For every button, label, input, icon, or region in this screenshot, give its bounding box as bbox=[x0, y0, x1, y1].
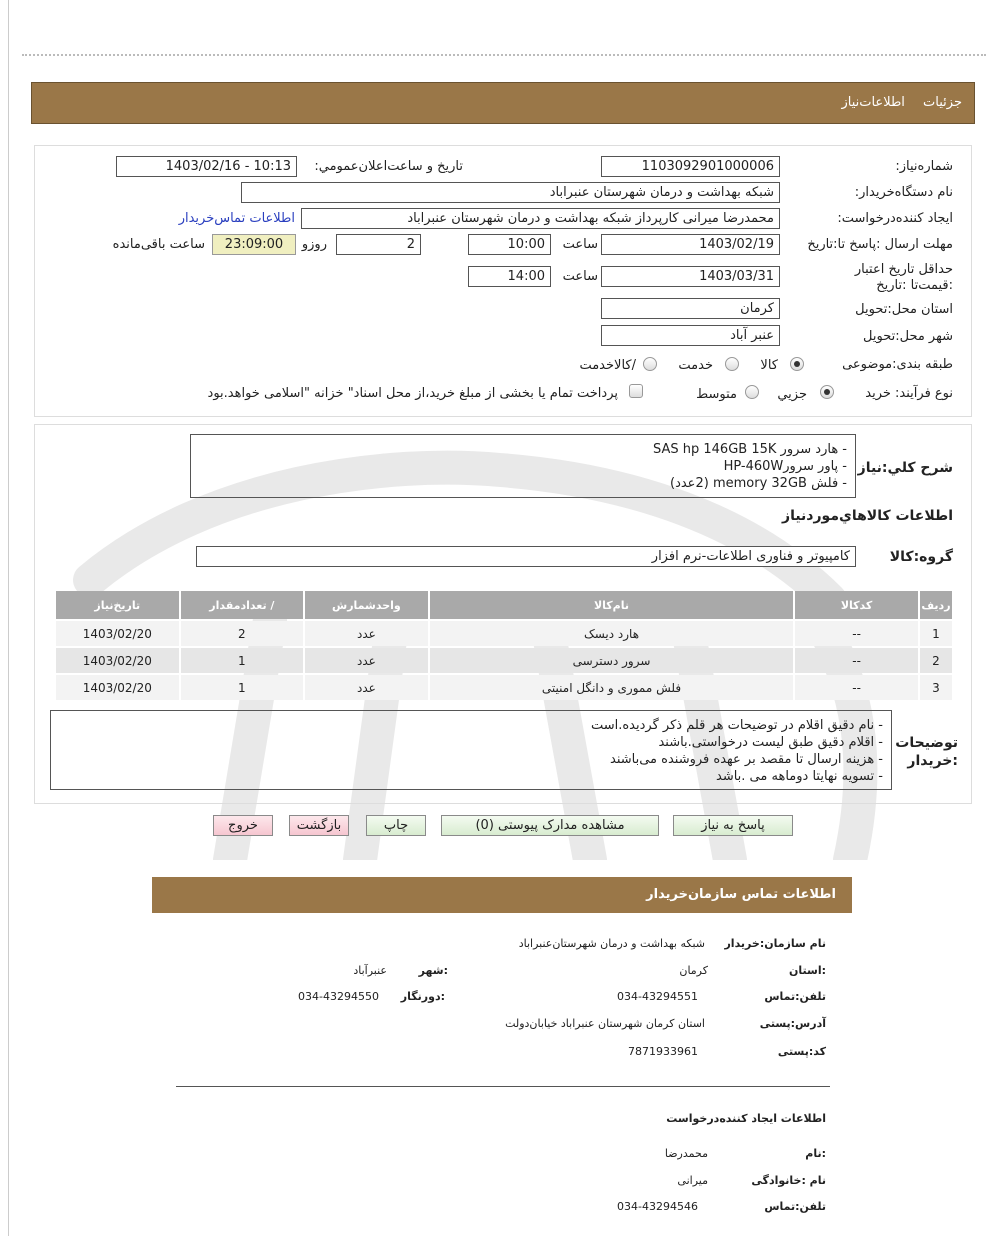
process-minor-radio[interactable] bbox=[820, 385, 834, 399]
cell-row: 3 bbox=[920, 675, 952, 700]
contact-divider bbox=[176, 1086, 830, 1087]
exit-button[interactable]: خروج bbox=[213, 815, 273, 836]
need-number-field: 1103092901000006 bbox=[601, 156, 780, 177]
announce-field: 1403/02/16 - 10:13 bbox=[116, 156, 297, 177]
buyer-notes-label: توضیحات :خریدار bbox=[895, 735, 958, 769]
page-header bbox=[31, 82, 975, 124]
category-both-radio[interactable] bbox=[643, 357, 657, 371]
creator-phone-value: 034-43294546 bbox=[617, 1200, 698, 1213]
table-row bbox=[56, 621, 952, 646]
contact-phone-label: تلفن:تماس bbox=[764, 990, 826, 1003]
contact-fax-value: 034-43294550 bbox=[298, 990, 379, 1003]
buyer-contact-link[interactable]: اطلاعات تماس‌خریدار bbox=[178, 211, 295, 226]
cell-qty: 1 bbox=[181, 675, 304, 700]
category-service-radio[interactable] bbox=[725, 357, 739, 371]
buyer-notes-box bbox=[50, 710, 892, 790]
contact-city-value: عنبرآباد bbox=[353, 964, 387, 977]
creator-name-label: :نام bbox=[805, 1147, 826, 1160]
need-number-label: شماره‌نیاز: bbox=[895, 159, 953, 174]
summary-label: شرح کلي:نیاز bbox=[857, 460, 953, 476]
cell-date: 1403/02/20 bbox=[56, 675, 179, 700]
note-line: - تسویه نهایتا دوماهه می .باشد bbox=[716, 769, 883, 784]
creator-family-label: نام :خانوادگی bbox=[751, 1174, 826, 1187]
reply-time-label: ساعت bbox=[562, 237, 598, 252]
contact-province-label: :استان bbox=[789, 964, 826, 977]
category-service-label: خدمت bbox=[678, 358, 713, 373]
creator-family-value: میرانی bbox=[677, 1174, 708, 1187]
contact-fax-label: :دورنگار bbox=[400, 990, 445, 1003]
breadcrumb-current: اطلاعات‌نیاز bbox=[841, 95, 905, 110]
validity-label: حداقل تاریخ اعتبار :قیمت‌تا :تاریخ bbox=[854, 262, 953, 293]
table-row bbox=[56, 675, 952, 700]
contact-address-label: آدرس:پستی bbox=[759, 1017, 826, 1030]
creator-phone-label: تلفن:تماس bbox=[764, 1200, 826, 1213]
city-label: شهر محل:تحویل bbox=[863, 329, 953, 344]
cell-qty: 2 bbox=[181, 621, 304, 646]
cell-unit: عدد bbox=[305, 675, 428, 700]
treasury-payment-checkbox[interactable] bbox=[629, 384, 643, 398]
province-label: استان محل:تحویل bbox=[855, 302, 953, 317]
buyer-org-label: نام دستگاه‌خریدار: bbox=[854, 185, 953, 200]
col-name: نام‌کالا bbox=[430, 591, 794, 619]
goods-title: اطلاعات کالاهاي‌موردنیاز bbox=[782, 508, 953, 524]
cell-date: 1403/02/20 bbox=[56, 621, 179, 646]
breadcrumb-home[interactable]: جزئیات bbox=[923, 95, 962, 110]
summary-line: - فلش memory 32GB (2عدد) bbox=[670, 476, 847, 491]
cell-row: 1 bbox=[920, 621, 952, 646]
col-row: ردیف bbox=[920, 591, 952, 619]
remaining-time-field: 23:09:00 bbox=[212, 234, 296, 255]
note-line: - اقلام دقیق طبق لیست درخواستی.باشند bbox=[658, 735, 883, 750]
print-button[interactable]: چاپ bbox=[366, 815, 426, 836]
col-date: تاریخ‌نیاز bbox=[56, 591, 179, 619]
contact-province-value: کرمان bbox=[679, 964, 708, 977]
category-both-label: /کالاخدمت bbox=[579, 358, 636, 373]
contact-org-label: نام سازمان:خریدار bbox=[724, 937, 826, 950]
contact-org-value: شبکه بهداشت و درمان شهرستان‌عنبراباد bbox=[518, 937, 705, 950]
contact-postal-value: 7871933961 bbox=[628, 1045, 698, 1058]
treasury-payment-note: پرداخت تمام یا بخشی از مبلغ خرید،از محل اسناد" خزانه "اسلامی خواهد.بود bbox=[207, 386, 618, 401]
col-unit: واحدشمارش bbox=[305, 591, 428, 619]
contact-postal-label: کد:پستی bbox=[777, 1045, 826, 1058]
process-medium-label: متوسط bbox=[696, 387, 737, 402]
creator-field: محمدرضا میرانی کارپرداز شبکه بهداشت و درمان شهرستان عنبراباد bbox=[301, 208, 780, 229]
cell-unit: عدد bbox=[305, 648, 428, 673]
days-label: روزو bbox=[301, 237, 327, 252]
validity-date-field: 1403/03/31 bbox=[601, 266, 780, 287]
note-line: - نام دقیق اقلام در توضیحات هر قلم ذکر گردیده.است bbox=[590, 718, 883, 733]
contact-header bbox=[152, 877, 852, 913]
summary-line: - پاور سرورHP-460W bbox=[723, 459, 847, 474]
table-row bbox=[56, 648, 952, 673]
cell-code: -- bbox=[795, 675, 918, 700]
cell-unit: عدد bbox=[305, 621, 428, 646]
announce-label: تاریخ و ساعت‌اعلان‌عمومي: bbox=[314, 159, 463, 174]
process-medium-radio[interactable] bbox=[745, 385, 759, 399]
creator-info-title: اطلاعات ایجاد کننده‌درخواست bbox=[666, 1112, 826, 1125]
cell-date: 1403/02/20 bbox=[56, 648, 179, 673]
cell-qty: 1 bbox=[181, 648, 304, 673]
reply-deadline-label: مهلت ارسال :پاسخ تا:تاریخ bbox=[807, 237, 953, 252]
days-field: 2 bbox=[336, 234, 421, 255]
province-field: کرمان bbox=[601, 298, 780, 319]
contact-title: اطلاعات تماس سازمان‌خریدار bbox=[646, 887, 836, 902]
contact-address-value: استان کرمان شهرستان عنبراباد خیابان‌دولت bbox=[505, 1017, 705, 1030]
contact-phone-value: 034-43294551 bbox=[617, 990, 698, 1003]
remaining-time-label: ساعت باقی‌مانده bbox=[112, 237, 205, 252]
category-goods-radio[interactable] bbox=[790, 357, 804, 371]
category-goods-label: کالا bbox=[760, 358, 778, 373]
creator-name-value: محمدرضا bbox=[664, 1147, 708, 1160]
back-button[interactable]: بازگشت bbox=[289, 815, 349, 836]
reply-date-field: 1403/02/19 bbox=[601, 234, 780, 255]
buyer-org-field: شبکه بهداشت و درمان شهرستان عنبراباد bbox=[241, 182, 780, 203]
category-label: طبقه بندی:موضوعی bbox=[842, 357, 953, 372]
attachments-button[interactable]: مشاهده مدارک پیوستی (0) bbox=[441, 815, 659, 836]
city-field: عنبر آباد bbox=[601, 325, 780, 346]
cell-name: هارد دیسک bbox=[430, 621, 794, 646]
contact-city-label: :شهر bbox=[418, 964, 448, 977]
goods-table bbox=[54, 589, 954, 702]
cell-name: فلش مموری و دانگل امنیتی bbox=[430, 675, 794, 700]
cell-code: -- bbox=[795, 621, 918, 646]
goods-group-field: کامپیوتر و فناوری اطلاعات-نرم افزار bbox=[196, 546, 856, 567]
goods-group-label: گروه:کالا bbox=[889, 549, 953, 565]
cell-name: سرور دسترسی bbox=[430, 648, 794, 673]
process-label: نوع فرآیند: خرید bbox=[865, 386, 953, 401]
col-qty: / تعدادمقدار bbox=[181, 591, 304, 619]
process-minor-label: جزيي bbox=[777, 387, 807, 402]
summary-line: - هارد سرور SAS hp 146GB 15K bbox=[653, 442, 847, 457]
note-line: - هزینه ارسال تا مقصد بر عهده فروشنده می‌باشند bbox=[610, 752, 883, 767]
col-code: کدکالا bbox=[795, 591, 918, 619]
validity-time-label: ساعت bbox=[562, 269, 598, 284]
top-divider bbox=[22, 54, 986, 56]
reply-button[interactable]: پاسخ به نیاز bbox=[673, 815, 793, 836]
page-left-rule bbox=[8, 0, 9, 1236]
cell-row: 2 bbox=[920, 648, 952, 673]
creator-label: ایجاد کننده‌درخواست: bbox=[837, 211, 953, 226]
reply-time-field: 10:00 bbox=[468, 234, 551, 255]
validity-time-field: 14:00 bbox=[468, 266, 551, 287]
cell-code: -- bbox=[795, 648, 918, 673]
summary-box bbox=[190, 434, 856, 498]
